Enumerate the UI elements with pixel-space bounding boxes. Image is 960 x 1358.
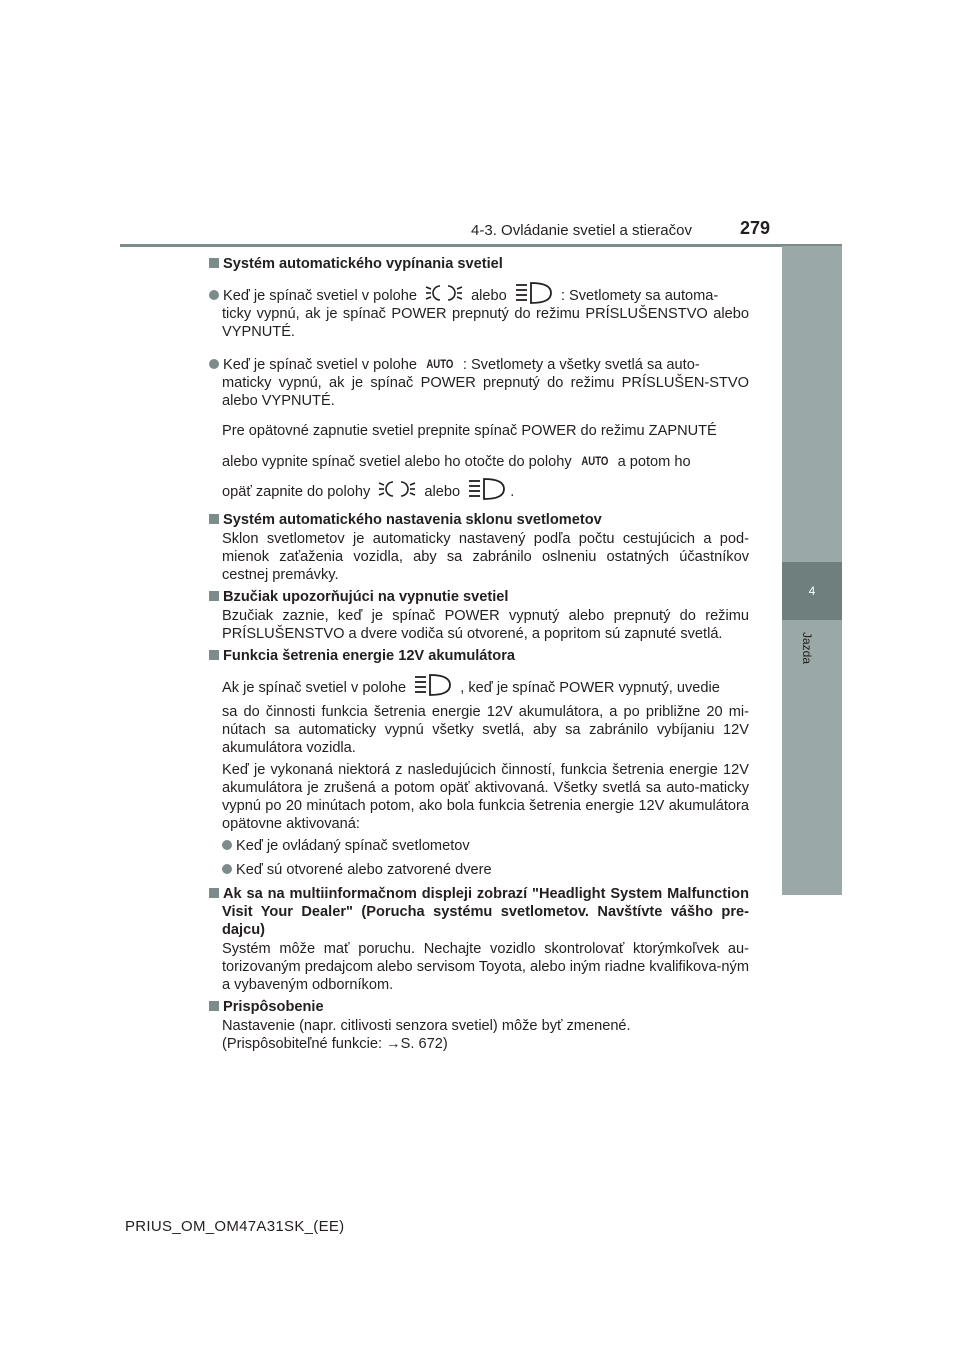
headlight-icon	[414, 673, 452, 697]
cross-reference-link[interactable]: (Prispôsobiteľné funkcie: →S. 672)	[222, 1036, 448, 1053]
square-bullet-icon	[209, 591, 219, 601]
paragraph: Nastavenie (napr. citlivosti senzora svetiel) môže byť zmenené.	[222, 1018, 631, 1035]
list-item: Keď sú otvorené alebo zatvorené dvere	[222, 861, 749, 879]
parking-lights-icon	[378, 479, 416, 499]
section-title: Systém automatického nastavenia sklonu svetlometov	[209, 511, 749, 529]
chapter-title: 4-3. Ovládanie svetiel a stieračov	[471, 222, 692, 239]
paragraph: Keď je vykonaná niektorá z nasledujúcich činností, funkcia šetrenia energie 12V akumulátora je zrušená a potom opäť aktivovaná. Všetky svetlá sa auto-maticky vypnú po 20 minútach potom, ako bola funkcia šetrenia energie 12V akumulátora opätovne aktivovaná:	[222, 762, 749, 833]
section-title: Ak sa na multiinformačnom displeji zobrazí "Headlight System Malfunction Visit Your Dealer" (Porucha systému svetlometov. Navštívte vášho pre-dajcu)	[209, 885, 749, 939]
chapter-tab[interactable]: 4	[782, 562, 842, 620]
headlight-icon	[515, 281, 553, 305]
round-bullet-icon	[209, 290, 219, 300]
header-rule	[120, 244, 842, 247]
paragraph: Ak je spínač svetiel v polohe , keď je spínač POWER vypnutý, uvedie sa do činnosti funkcia šetrenia energie 12V akumulátora, a po približne 20 mi-nútach sa automaticky vypnú všetky svetlá, aby sa zabránilo vybíjaniu 12V akumulátora vozidla.	[222, 679, 749, 757]
side-bar-top	[782, 246, 842, 562]
paragraph: Sklon svetlometov je automaticky nastavený podľa počtu cestujúcich a pod-mienok zaťaženia vozidla, aby sa zabránilo oslneniu ostatných účastníkov cestnej premávky.	[222, 531, 749, 584]
square-bullet-icon	[209, 258, 219, 268]
section-title: Bzučiak upozorňujúci na vypnutie svetiel	[209, 588, 749, 606]
list-item: Keď je spínač svetiel v polohe alebo : Svetlomety sa automa- ticky vypnú, ak je spínač POWER prepnutý do režimu PRÍSLUŠENSTVO alebo VYPNUTÉ.	[209, 287, 749, 341]
paragraph: Bzučiak zaznie, keď je spínač POWER vypnutý alebo prepnutý do režimu PRÍSLUŠENSTVO a dvere vodiča sú otvorené, a popritom sú zapnuté svetlá.	[222, 608, 749, 643]
chapter-label: Jazda	[800, 632, 814, 665]
paragraph: Systém môže mať poruchu. Nechajte vozidlo skontrolovať ktorýmkoľvek au-torizovaným predajcom alebo servisom Toyota, alebo iným riadne kvalifikova-ným a vybaveným odborníkom.	[222, 941, 749, 994]
round-bullet-icon	[209, 359, 219, 369]
section-title: Systém automatického vypínania svetiel	[209, 255, 749, 273]
list-item: Keď je spínač svetiel v polohe AUTO : Svetlomety a všetky svetlá sa auto- maticky vypnú, ak je spínač POWER prepnutý do režimu PRÍSLUŠEN-STVO alebo VYPNUTÉ.	[209, 355, 749, 410]
list-item: Keď je ovládaný spínač svetlometov	[222, 837, 749, 855]
round-bullet-icon	[222, 840, 232, 850]
headlight-icon	[468, 477, 506, 501]
square-bullet-icon	[209, 888, 219, 898]
document-code: PRIUS_OM_OM47A31SK_(EE)	[125, 1218, 345, 1235]
parking-lights-icon	[425, 283, 463, 303]
auto-position-icon: AUTO	[426, 357, 454, 372]
section-title: Funkcia šetrenia energie 12V akumulátora	[209, 647, 749, 665]
paragraph: Pre opätovné zapnutie svetiel prepnite spínač POWER do režimu ZAPNUTÉ alebo vypnite spínač svetiel alebo ho otočte do polohy AUTO a potom ho opäť zapnite do polohy alebo .	[222, 423, 717, 501]
section-title: Prispôsobenie	[209, 998, 749, 1016]
round-bullet-icon	[222, 864, 232, 874]
square-bullet-icon	[209, 1001, 219, 1011]
square-bullet-icon	[209, 650, 219, 660]
page-number: 279	[740, 218, 771, 238]
square-bullet-icon	[209, 514, 219, 524]
auto-position-icon: AUTO	[581, 454, 609, 469]
page-content	[209, 252, 749, 1057]
